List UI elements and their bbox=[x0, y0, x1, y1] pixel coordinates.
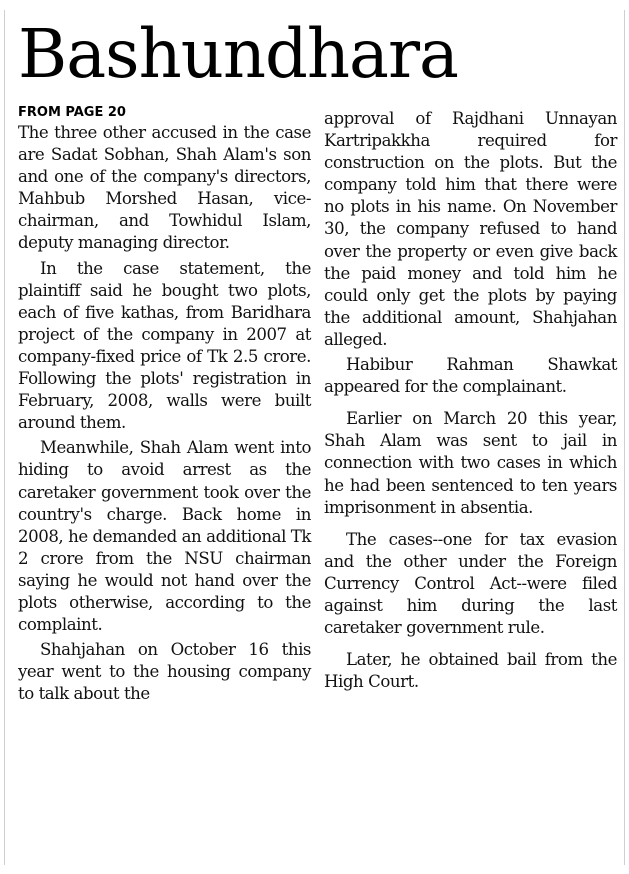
paragraph-cases: The cases--one for tax evasion and the other under the Foreign Currency Control Act--were filed against him during the last caretaker government rule. bbox=[324, 529, 617, 638]
paragraph-case-statement: In the case statement, the plaintiff said he bought two plots, each of five kathas, from Baridhara project of the company in 2007 at company-fixed price of Tk 2.5 crore. Following the plots' registration in February, 2008, walls were built around them. bbox=[18, 258, 311, 433]
paragraph-bail: Later, he obtained bail from the High Court. bbox=[324, 650, 617, 692]
paragraph-lawyer: Habibur Rahman Shawkat appeared for the complainant. bbox=[324, 355, 617, 397]
paragraph-accused: The three other accused in the case are Sadat Sobhan, Shah Alam's son and one of the company's directors, Mahbub Morshed Hasan, vice-chairman, and Towhidul Islam, deputy managing director. bbox=[18, 123, 311, 253]
article-column-left bbox=[18, 104, 311, 705]
paragraph-approval: approval of Rajdhani Unnayan Kartripakkha required for construction on the plots. But the company told him that there were no plots in his name. On November 30, the company refused to hand over the property or even give back the paid money and told him he could only get the plots by paying the additional amount, Shahjahan alleged. bbox=[324, 109, 617, 349]
left-border-rule bbox=[4, 10, 5, 865]
paragraph-earlier: Earlier on March 20 this year, Shah Alam was sent to jail in connection with two cases in which he had been sentenced to ten years imprisonment in absentia. bbox=[324, 409, 617, 517]
paragraph-meanwhile: Meanwhile, Shah Alam went into hiding to avoid arrest as the caretaker government took over the country's charge. Back home in 2008, he demanded an additional Tk 2 crore from the NSU chairman saying he would not hand over the plots otherwise, according to the complaint. bbox=[18, 438, 311, 635]
article-column-right bbox=[324, 108, 617, 693]
right-border-rule bbox=[624, 10, 625, 865]
headline: Bashundhara bbox=[18, 15, 458, 93]
jump-label: FROM PAGE 20 bbox=[18, 105, 126, 120]
paragraph-shahjahan: Shahjahan on October 16 this year went to the housing company to talk about the bbox=[18, 640, 311, 704]
